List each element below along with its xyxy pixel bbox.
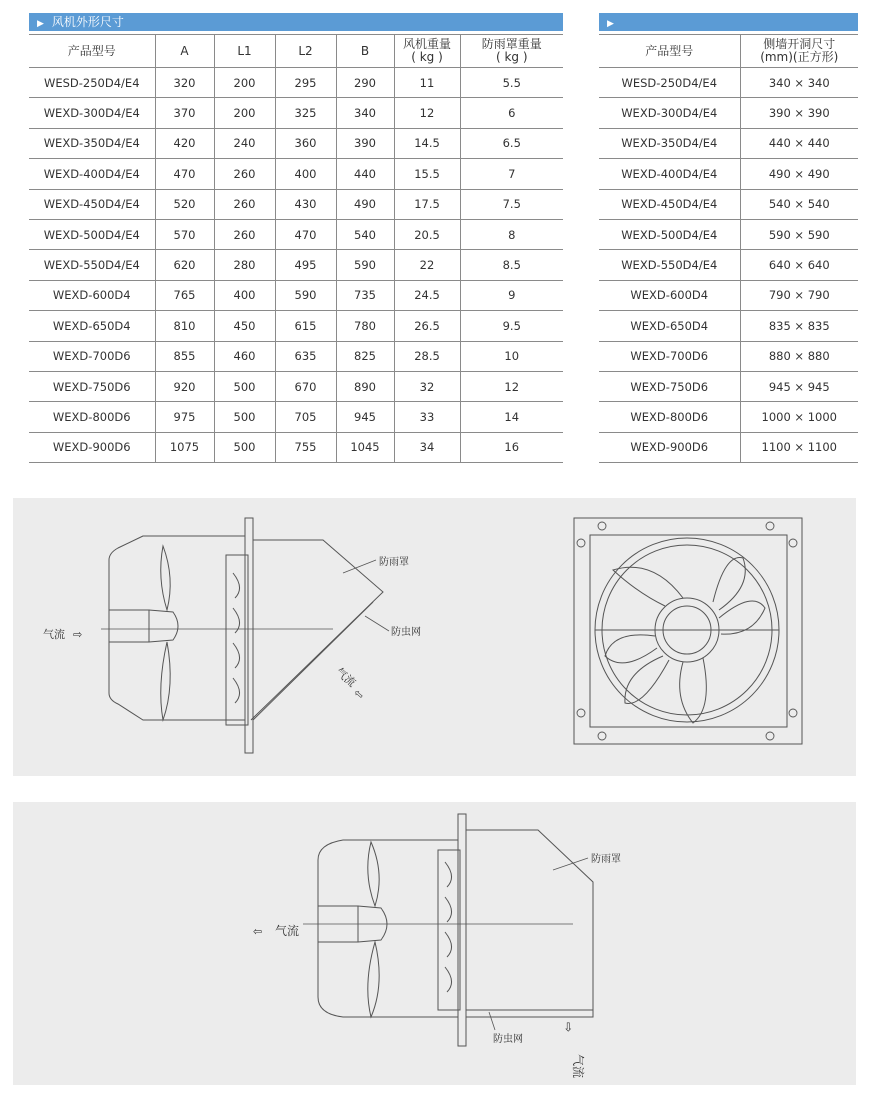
table-cell: 400 (275, 159, 336, 189)
table-row (599, 311, 858, 341)
table-cell: 16 (460, 432, 563, 462)
column-header: 侧墙开洞尺寸 (mm)(正方形) (740, 35, 858, 68)
table-cell: WEXD-650D4 (599, 311, 740, 341)
bottom-insect-net-label: 防虫网 (493, 1034, 523, 1045)
table-cell: 640 × 640 (740, 250, 858, 280)
table-cell: 470 (155, 159, 214, 189)
airflow-arrow-icon: ⇨ (73, 628, 83, 641)
table-cell: 460 (214, 341, 275, 371)
table-cell: 390 (336, 128, 394, 158)
table-cell: 945 × 945 (740, 371, 858, 401)
table-cell: 400 (214, 280, 275, 310)
table-cell: WEXD-400D4/E4 (29, 159, 155, 189)
column-header: 风机重量 ( kg ) (394, 35, 460, 68)
table-row (599, 250, 858, 280)
right-section-bar (599, 13, 858, 31)
airflow-arrow-icon: ⇦ (253, 925, 263, 938)
triangle-icon: ▶ (37, 19, 44, 29)
column-header: 产品型号 (29, 35, 155, 68)
table-cell: 880 × 880 (740, 341, 858, 371)
table-cell: 20.5 (394, 219, 460, 249)
table-cell: 420 (155, 128, 214, 158)
table-cell: 1075 (155, 432, 214, 462)
table-cell: 520 (155, 189, 214, 219)
table-cell: 430 (275, 189, 336, 219)
top-diagram-panel (13, 498, 856, 776)
table-cell: 14.5 (394, 128, 460, 158)
table-cell: 28.5 (394, 341, 460, 371)
bottom-diagram-svg (13, 802, 856, 1085)
table-cell: 260 (214, 189, 275, 219)
table-cell: WEXD-450D4/E4 (29, 189, 155, 219)
table-cell: WEXD-450D4/E4 (599, 189, 740, 219)
dimensions-table (29, 34, 563, 463)
table-cell: WESD-250D4/E4 (29, 68, 155, 98)
table-cell: 540 (336, 219, 394, 249)
left-section-bar (29, 13, 563, 31)
top-airflow-in-label: 气流 (43, 628, 65, 641)
table-row (29, 219, 563, 249)
airflow-arrow-icon: ⇦ (561, 1021, 575, 1032)
table-cell: 500 (214, 371, 275, 401)
table-cell: WEXD-750D6 (29, 371, 155, 401)
table-cell: 590 (275, 280, 336, 310)
table-cell: 590 × 590 (740, 219, 858, 249)
table-cell: 340 × 340 (740, 68, 858, 98)
table-cell: 370 (155, 98, 214, 128)
table-cell: 33 (394, 402, 460, 432)
table-cell: WEXD-800D6 (599, 402, 740, 432)
table-cell: 835 × 835 (740, 311, 858, 341)
table-cell: 15.5 (394, 159, 460, 189)
table-cell: WEXD-700D6 (599, 341, 740, 371)
table-cell: 24.5 (394, 280, 460, 310)
top-insect-net-label: 防虫网 (391, 627, 421, 638)
table-cell: 17.5 (394, 189, 460, 219)
bottom-rain-hood-label: 防雨罩 (591, 854, 621, 865)
table-cell: 825 (336, 341, 394, 371)
table-row (599, 128, 858, 158)
table-cell: 1000 × 1000 (740, 402, 858, 432)
table-cell: 570 (155, 219, 214, 249)
table-cell: WEXD-500D4/E4 (599, 219, 740, 249)
table-cell: WEXD-700D6 (29, 341, 155, 371)
top-rain-hood-label: 防雨罩 (379, 557, 409, 568)
airflow-arrow-icon: ⇦ (351, 686, 367, 703)
table-cell: 10 (460, 341, 563, 371)
table-cell: WEXD-650D4 (29, 311, 155, 341)
table-cell: WEXD-900D6 (599, 432, 740, 462)
table-cell: 705 (275, 402, 336, 432)
table-cell: 440 (336, 159, 394, 189)
table-cell: 920 (155, 371, 214, 401)
table-cell: 615 (275, 311, 336, 341)
table-cell: WEXD-400D4/E4 (599, 159, 740, 189)
table-row (29, 189, 563, 219)
table-cell: 22 (394, 250, 460, 280)
table-cell: WEXD-550D4/E4 (599, 250, 740, 280)
table-cell: 540 × 540 (740, 189, 858, 219)
table-row (29, 341, 563, 371)
table-cell: 5.5 (460, 68, 563, 98)
table-row (599, 219, 858, 249)
table-cell: 1045 (336, 432, 394, 462)
table-cell: 6.5 (460, 128, 563, 158)
triangle-icon: ▶ (607, 19, 614, 29)
table-row (599, 280, 858, 310)
table-row (599, 402, 858, 432)
table-row (599, 98, 858, 128)
table-cell: WEXD-350D4/E4 (29, 128, 155, 158)
table-cell: 810 (155, 311, 214, 341)
table-cell: WEXD-550D4/E4 (29, 250, 155, 280)
table-row (599, 68, 858, 98)
table-cell: 500 (214, 432, 275, 462)
table-cell: 590 (336, 250, 394, 280)
table-cell: 450 (214, 311, 275, 341)
table-row (599, 371, 858, 401)
table-cell: WEXD-800D6 (29, 402, 155, 432)
table-cell: 470 (275, 219, 336, 249)
table-cell: 34 (394, 432, 460, 462)
table-row (599, 159, 858, 189)
table-row (29, 159, 563, 189)
table-cell: 670 (275, 371, 336, 401)
table-cell: 200 (214, 68, 275, 98)
wall-opening-table (599, 34, 858, 463)
table-cell: 340 (336, 98, 394, 128)
table-row (599, 432, 858, 462)
column-header: A (155, 35, 214, 68)
table-cell: WEXD-500D4/E4 (29, 219, 155, 249)
top-airflow-out-label: 气流 (333, 665, 359, 690)
table-cell: 1100 × 1100 (740, 432, 858, 462)
column-header: L2 (275, 35, 336, 68)
table-cell: 735 (336, 280, 394, 310)
table-cell: 240 (214, 128, 275, 158)
table-cell: 280 (214, 250, 275, 280)
table-row (29, 280, 563, 310)
table-cell: 260 (214, 159, 275, 189)
table-row (29, 250, 563, 280)
left-section-title: 风机外形尺寸 (51, 15, 124, 29)
table-cell: 295 (275, 68, 336, 98)
column-header: B (336, 35, 394, 68)
table-cell: WESD-250D4/E4 (599, 68, 740, 98)
table-cell: WEXD-300D4/E4 (599, 98, 740, 128)
table-cell: 7.5 (460, 189, 563, 219)
table-row (29, 371, 563, 401)
table-cell: 490 (336, 189, 394, 219)
table-cell: 635 (275, 341, 336, 371)
table-cell: 14 (460, 402, 563, 432)
table-cell: 500 (214, 402, 275, 432)
table-cell: 260 (214, 219, 275, 249)
table-cell: 26.5 (394, 311, 460, 341)
table-cell: 780 (336, 311, 394, 341)
table-cell: WEXD-350D4/E4 (599, 128, 740, 158)
table-cell: 8 (460, 219, 563, 249)
table-cell: 360 (275, 128, 336, 158)
table-cell: 945 (336, 402, 394, 432)
table-cell: 9 (460, 280, 563, 310)
table-row (29, 128, 563, 158)
column-header: 防雨罩重量 ( kg ) (460, 35, 563, 68)
table-cell: WEXD-600D4 (29, 280, 155, 310)
table-cell: 755 (275, 432, 336, 462)
table-cell: 12 (394, 98, 460, 128)
table-cell: 440 × 440 (740, 128, 858, 158)
table-cell: 9.5 (460, 311, 563, 341)
table-cell: 32 (394, 371, 460, 401)
table-cell: 890 (336, 371, 394, 401)
table-cell: 855 (155, 341, 214, 371)
table-cell: 200 (214, 98, 275, 128)
table-row (599, 341, 858, 371)
table-row (29, 98, 563, 128)
table-row (599, 189, 858, 219)
table-row (29, 68, 563, 98)
table-row (29, 402, 563, 432)
table-cell: WEXD-600D4 (599, 280, 740, 310)
table-cell: 8.5 (460, 250, 563, 280)
table-row (29, 311, 563, 341)
column-header: L1 (214, 35, 275, 68)
top-diagram-svg (13, 498, 856, 776)
table-cell: 12 (460, 371, 563, 401)
table-cell: 390 × 390 (740, 98, 858, 128)
table-cell: 975 (155, 402, 214, 432)
bottom-diagram-panel (13, 802, 856, 1085)
table-cell: 620 (155, 250, 214, 280)
table-cell: 325 (275, 98, 336, 128)
table-cell: 11 (394, 68, 460, 98)
table-cell: 765 (155, 280, 214, 310)
table-cell: 490 × 490 (740, 159, 858, 189)
table-cell: WEXD-900D6 (29, 432, 155, 462)
column-header: 产品型号 (599, 35, 740, 68)
bottom-airflow-in-label: 气流 (571, 1054, 585, 1079)
table-cell: 495 (275, 250, 336, 280)
table-cell: 320 (155, 68, 214, 98)
table-cell: WEXD-750D6 (599, 371, 740, 401)
table-cell: WEXD-300D4/E4 (29, 98, 155, 128)
table-cell: 290 (336, 68, 394, 98)
table-cell: 790 × 790 (740, 280, 858, 310)
bottom-airflow-out-label: 气流 (275, 924, 300, 938)
table-cell: 7 (460, 159, 563, 189)
table-cell: 6 (460, 98, 563, 128)
table-row (29, 432, 563, 462)
